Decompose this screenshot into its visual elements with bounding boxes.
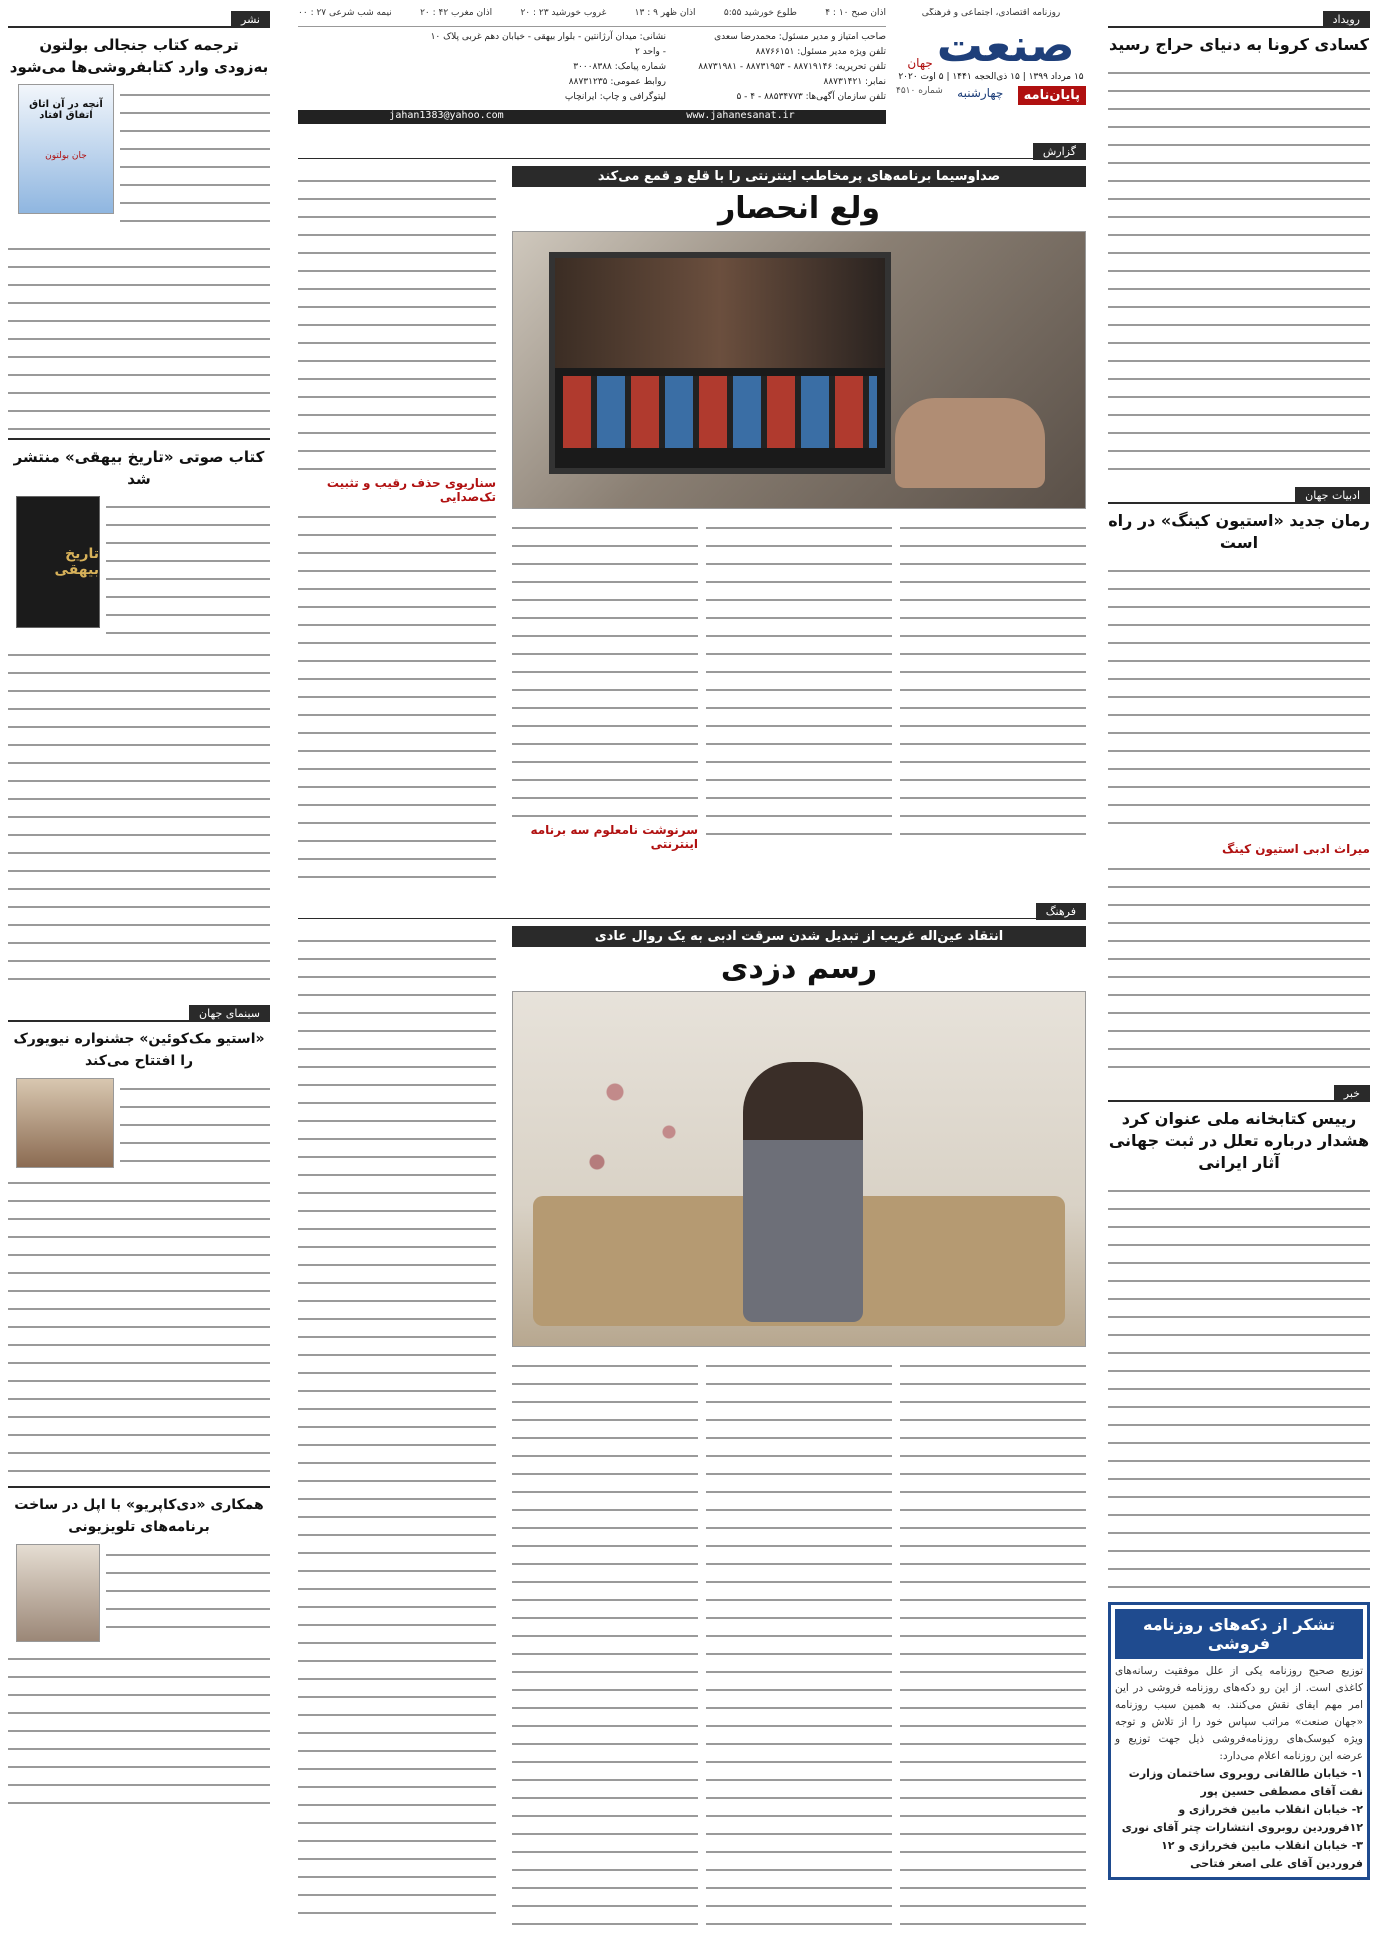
info-line: تلفن ویژه مدیر مسئول: ۸۸۷۶۶۱۵۱ (755, 47, 886, 57)
section-kicker: نشر (231, 11, 270, 28)
book-title: تاریخ بیهقی (54, 546, 99, 578)
person-figure (743, 1062, 863, 1322)
prayer-time: طلوع خورشید ۵:۵۵ (723, 8, 797, 18)
article-body (512, 517, 698, 817)
article-body (120, 84, 270, 234)
prayer-time: نیمه شب شرعی ۲۷ : ۰۰ (298, 8, 392, 18)
kicker-bar (1108, 1082, 1370, 1102)
article-body (900, 1355, 1086, 1936)
prayer-times (298, 8, 886, 27)
text-column (298, 170, 496, 890)
prayer-time: غروب خورشید ۲۳ : ۲۰ (520, 8, 607, 18)
article-body (120, 1078, 270, 1168)
thanks-body: توزیع صحیح روزنامه یکی از علل موفقیت رسانه‌های کاغذی است. از این رو دکه‌های روزنامه فروشی در این امر مهم ایفای نقش می‌کنند. به همین سبب روزنامه «جهان صنعت» مراتب سپاس خود را از تلاش و توجه ویژه کیوسک‌های روزنامه‌فروشی ذیل جهت توزیع و عرضه این روزنامه اعلام می‌دارد: (1115, 1665, 1363, 1762)
article-body (706, 1355, 892, 1936)
article-overline: انتقاد عین‌اله غریب از تبدیل شدن سرقت ادبی به یک روال عادی (512, 926, 1086, 947)
prayer-time: اذان صبح ۱۰ : ۴ (825, 8, 886, 18)
article-title[interactable]: رسم دزدی (720, 951, 878, 986)
article-body (1108, 1180, 1370, 1592)
kicker-bar (8, 8, 270, 28)
date-line: ۱۵ مرداد ۱۳۹۹ | ۱۵ ذی‌الحجه ۱۴۴۱ | ۵ اوت ۲۰۲۰ (898, 72, 1084, 82)
thanks-item: ۲- خیابان انقلاب مابین فخررازی و ۱۲فروردین روبروی انتشارات چتر آقای نوری (1121, 1803, 1363, 1834)
article-subhead: سرنوشت نامعلوم سه برنامه اینترنتی (530, 823, 698, 851)
article-body (1108, 560, 1370, 836)
thanks-item: ۱- خیابان طالقانی روبروی ساختمان وزارت نفت آقای مصطفی حسین پور (1128, 1767, 1363, 1798)
article-body (8, 1172, 270, 1480)
kicker-bar (298, 900, 1086, 919)
article-body (1108, 62, 1370, 474)
article-overline: صداوسیما برنامه‌های پرمخاطب اینترنتی را با قلع و قمع می‌کند (512, 166, 1086, 187)
article-body (900, 517, 1086, 841)
section-kicker: ادبیات جهان (1295, 487, 1370, 504)
dicaprio-photo (16, 1544, 100, 1642)
section-kicker: گزارش (1033, 143, 1086, 160)
kicker-bar (8, 1002, 270, 1022)
article-body (1108, 858, 1370, 1072)
article-title[interactable]: «استیو مک‌کوئین» جشنواره نیویورک را افتتاح می‌کند (13, 1031, 265, 1069)
hands (895, 398, 1045, 488)
kicker-bar (1108, 484, 1370, 504)
article-body (8, 644, 270, 994)
info-line: نمابر: ۸۸۷۳۱۴۲۱ (823, 77, 886, 87)
issue-number: شماره ۴۵۱۰ (896, 86, 943, 96)
screen-hero (555, 258, 885, 368)
section-rule (8, 1486, 270, 1488)
section-kicker: رویداد (1323, 11, 1370, 28)
kicker-bar (1108, 8, 1370, 28)
section-rule (8, 438, 270, 440)
feature-area (512, 926, 1086, 1936)
website-link[interactable]: www.jahanesanat.ir (686, 110, 795, 121)
email-link[interactable]: jahan1383@yahoo.com (389, 110, 504, 121)
article-title[interactable]: رییس کتابخانه ملی عنوان کرد هشدار درباره تعلل در ثبت جهانی آثار ایرانی (1108, 1109, 1370, 1172)
left-column (8, 8, 270, 1938)
article-body (298, 506, 496, 890)
section-kicker: خبر (1334, 1085, 1370, 1102)
web-bar (298, 110, 886, 124)
article-body (512, 1355, 698, 1936)
info-block-2 (426, 30, 666, 105)
book-cover-beyhaghi (16, 496, 100, 628)
feature-area (512, 166, 1086, 853)
article-title[interactable]: ترجمه کتاب جنجالی بولتون به‌زودی وارد کتابفروشی‌ها می‌شود (9, 36, 269, 76)
logo-block (896, 8, 1086, 120)
info-line: صاحب امتیاز و مدیر مسئول: محمدرضا سعدی (714, 32, 886, 42)
portrait-image (512, 991, 1086, 1347)
center-top-article (298, 140, 1086, 890)
info-line: لیتوگرافی و چاپ: ایرانچاپ (564, 92, 666, 102)
logo-prefix: جهان (907, 56, 933, 70)
article-subhead: سناریوی حذف رقیب و تثبیت تک‌صدایی (326, 476, 496, 504)
info-line: نشانی: میدان آرژانتین - بلوار بیهقی - خیابان دهم غربی پلاک ۱۰ - واحد ۲ (430, 32, 666, 57)
center-bottom-article (298, 900, 1086, 1936)
logo-text: صنعت (936, 18, 1075, 72)
book-author: جان بولتون (45, 151, 87, 161)
prayer-time: اذان ظهر ۹ : ۱۳ (634, 8, 696, 18)
sub-logo-caption: چهارشنبه (957, 86, 1004, 100)
sub-columns (512, 1355, 1086, 1936)
mcqueen-photo (16, 1078, 114, 1168)
article-subhead: میراث ادبی استیون کینگ (1222, 842, 1370, 856)
text-column (298, 930, 496, 1924)
article-body (8, 1648, 270, 1818)
screen-thumbnails (563, 376, 877, 448)
tagline: روزنامه اقتصادی، اجتماعی و فرهنگی (921, 8, 1061, 18)
article-body (106, 496, 270, 640)
laptop-image (512, 231, 1086, 509)
sub-columns (512, 517, 1086, 853)
info-line: تلفن سازمان آگهی‌ها: ۸۸۵۳۴۷۷۳ - ۴ - ۵ (736, 92, 886, 102)
info-line: شماره پیامک: ۳۰۰۰۸۳۸۸ (573, 62, 666, 72)
article-title[interactable]: کتاب صوتی «تاریخ بیهقی» منتشر شد (13, 448, 265, 488)
prayer-time: اذان مغرب ۴۲ : ۲۰ (420, 8, 493, 18)
article-title[interactable]: همکاری «دی‌کاپریو» با اپل در ساخت برنامه‌های تلویزیونی (14, 1497, 264, 1535)
right-column (1108, 8, 1370, 1938)
laptop-screen (549, 252, 891, 474)
article-body (298, 930, 496, 1924)
article-body (8, 238, 270, 432)
section-kicker: فرهنگ (1036, 903, 1086, 920)
book-cover-bolton (18, 84, 114, 214)
article-body (298, 170, 496, 470)
thanks-title: تشکر از دکه‌های روزنامه فروشی (1115, 1609, 1363, 1659)
article-title[interactable]: ولع انحصار (717, 191, 881, 226)
info-line: روابط عمومی: ۸۸۷۳۱۲۳۵ (568, 77, 666, 87)
masthead (298, 8, 1086, 126)
info-block-1 (676, 30, 886, 105)
article-body (106, 1544, 270, 1644)
article-title[interactable]: کسادی کرونا به دنیای حراج رسید (1109, 35, 1369, 54)
sub-logo: پایان‌نامه (1018, 86, 1086, 105)
thanks-box (1108, 1602, 1370, 1880)
kicker-bar (298, 140, 1086, 159)
branch-art (543, 1012, 723, 1212)
info-line: تلفن تحریریه: ۸۸۷۱۹۱۴۶ - ۸۸۷۳۱۹۵۳ - ۸۸۷۳۱۹۸۱ (698, 62, 886, 72)
thanks-item: ۳- خیابان انقلاب مابین فخررازی و ۱۲ فروردین آقای علی اصغر فتاحی (1161, 1839, 1363, 1870)
book-title: آنچه در آن اتاق اتفاق افتاد (29, 99, 103, 121)
section-kicker: سینمای جهان (189, 1005, 270, 1022)
article-body (706, 517, 892, 841)
article-title[interactable]: رمان جدید «استیون کینگ» در راه است (1108, 511, 1370, 552)
